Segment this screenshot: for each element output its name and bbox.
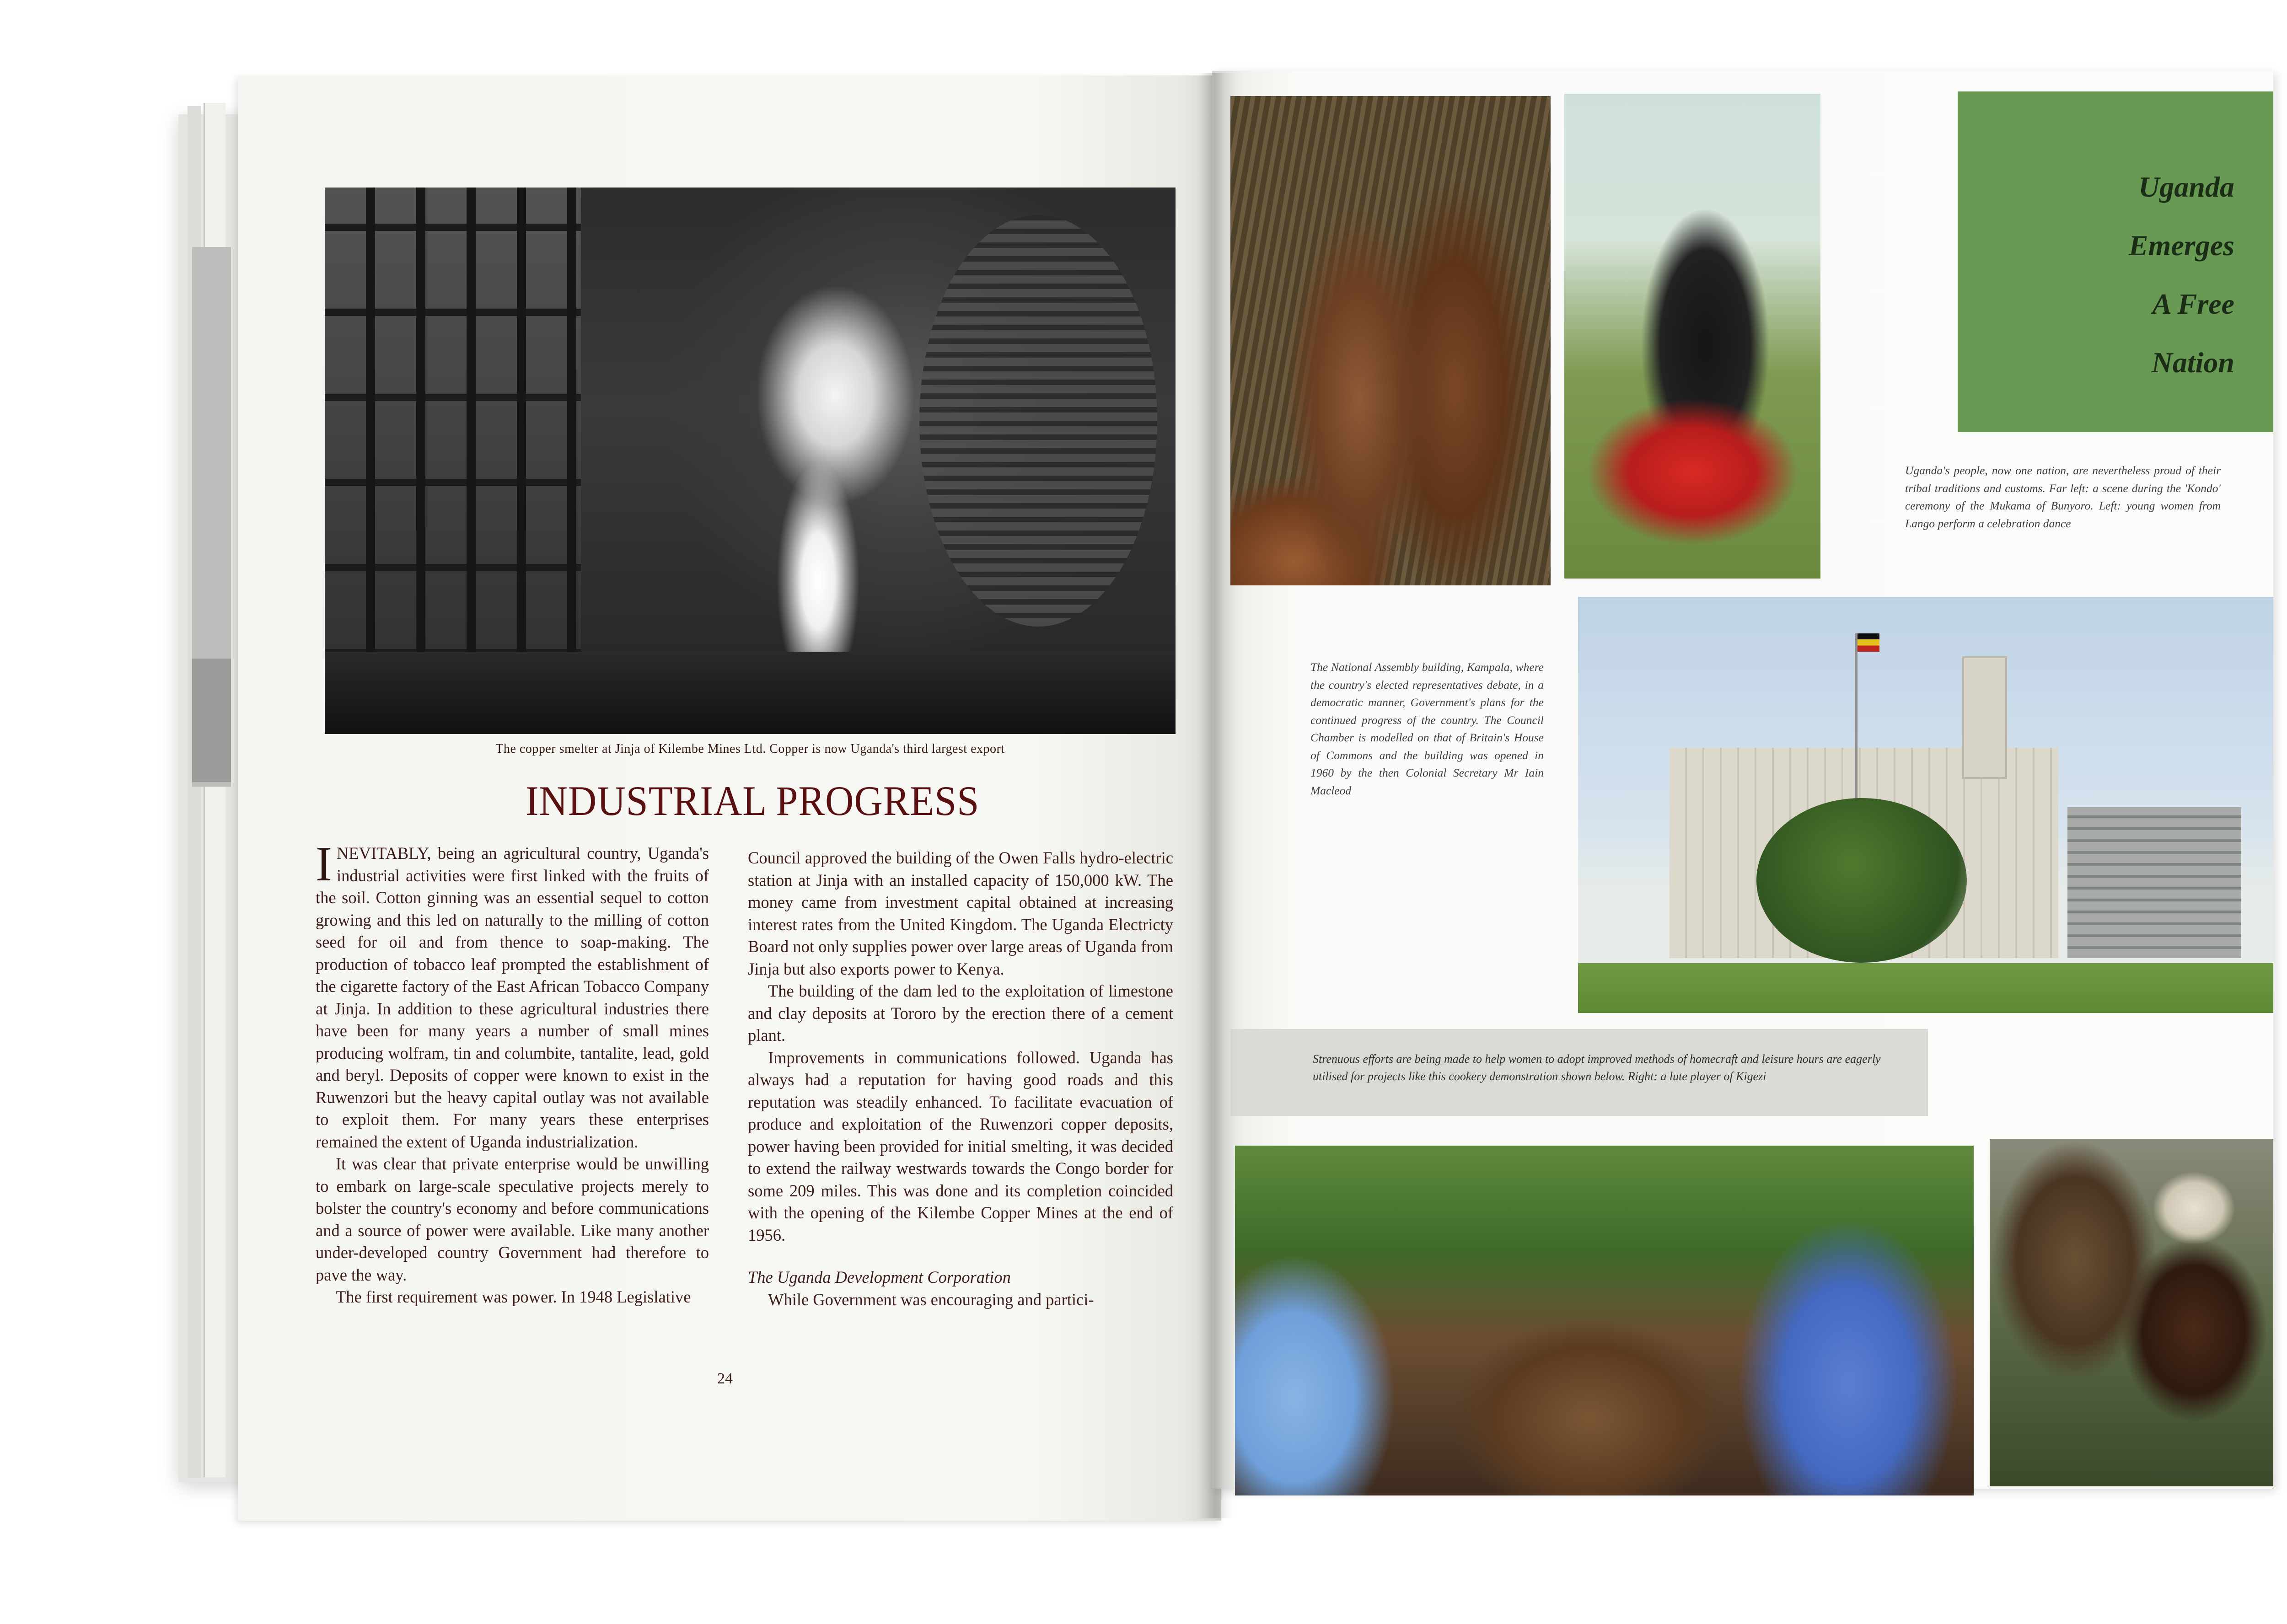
- paragraph: Improvements in communications followed. Uganda has always had a reputation for having good roads and this reputation was steadily enhanced. To facilitate evacuation of produce and exploitation of the Ruwenzori copper deposits, power having been provided for initial smelting, it was decided to extend the railway westwards towards the Congo border for some 209 miles. This was done and its completion coincided with the opening of the Kilembe Copper Mines at the end of 1956.: [748, 1048, 1173, 1244]
- lute-player-photo: [1990, 1139, 2273, 1486]
- title-line: Nation: [2151, 346, 2234, 379]
- women-caption: Strenuous efforts are being made to help women to adopt improved methods of homecraft and leisure hours are eagerly utilised for projects like this cookery demonstration shown below. Right: a lute player of Kigezi: [1313, 1052, 1881, 1083]
- flag-icon: [1858, 633, 1879, 652]
- section-title: [1958, 158, 2273, 392]
- copper-smelter-photo: [325, 188, 1176, 734]
- paragraph: The building of the dam led to the exploitation of limestone and clay deposits at Tororo by the erection there of a cement plant.: [748, 981, 1173, 1045]
- cookery-demonstration-photo: [1235, 1146, 1974, 1495]
- flagpole-detail: [1855, 633, 1858, 816]
- tree-detail: [1756, 798, 1967, 963]
- title-line: A Free: [2152, 288, 2234, 320]
- national-assembly-photo: [1578, 597, 2273, 1013]
- assembly-caption: The National Assembly building, Kampala, where the country's elected representatives debate, in a democratic manner, Government's plans for the continued progress of the country. The Council Chamber is modelled on that of Britain's House of Commons and the building was opened in 1960 by the then Colonial Secretary Mr Iain Macleod: [1310, 660, 1544, 797]
- smelter-photo-caption: The copper smelter at Jinja of Kilembe Mines Ltd. Copper is now Uganda's third largest export: [495, 742, 1005, 756]
- paragraph: While Government was encouraging and partici-: [768, 1290, 1094, 1309]
- section-subheading: The Uganda Development Corporation: [748, 1268, 1011, 1286]
- annex-building-detail: [2067, 807, 2241, 958]
- title-line: Emerges: [2128, 229, 2234, 262]
- spine-shadow: [1198, 73, 1235, 1518]
- lango-dancers-photo: [1564, 94, 1820, 579]
- paragraph: The first requirement was power. In 1948 Legislative: [336, 1287, 691, 1306]
- page-number: 24: [717, 1370, 733, 1387]
- article-column-2: [748, 847, 1173, 1311]
- paragraph-text: NEVITABLY, being an agricultural country, Uganda's industrial activities were first linked with the fruits of the soil. Cotton ginning was an essential sequel to cotton growing and this led on naturally to the milling of cotton seed for oil and from thence to soap-making. The production of tobacco leaf prompted the establishment of the cigarette factory of the East African Tobacco Company at Jinja. In addition to these agricultural industries there have been for many years a number of small mines producing wolfram, tin and columbite, tantalite, lead, gold and beryl. Deposits of copper were known to exist in the Ruwenzori but the heavy capital outlay was not available to exploit them. For many years these enterprises remained the extent of Uganda industrialization.: [316, 844, 709, 1151]
- smelter-drum-detail: [919, 215, 1157, 627]
- drop-cap: I: [316, 837, 332, 891]
- underlying-page-strip: [192, 659, 231, 782]
- kondo-ceremony-photo: [1230, 96, 1551, 585]
- floor-detail: [325, 652, 1176, 734]
- paragraph: It was clear that private enterprise would be unwilling to embark on large-scale speculative projects merely to bolster the country's economy and before communications and a source of power were available. Like many another under-developed country Government had therefore to pave the way.: [316, 1154, 709, 1284]
- title-line: Uganda: [2138, 171, 2234, 203]
- paragraph: Council approved the building of the Owen Falls hydro-electric station at Jinja with an installed capacity of 150,000 kW. The money came from investment capital obtained at increasing interest rates from the United Kingdom. The Uganda Electricty Board not only supplies power over large areas of Uganda from Jinja but also exports power to Kenya.: [748, 848, 1173, 978]
- tower-detail: [1962, 656, 2007, 779]
- article-headline: INDUSTRIAL PROGRESS: [525, 777, 980, 824]
- paragraph: [316, 837, 709, 1153]
- article-column-1: [316, 837, 709, 1308]
- people-caption: Uganda's people, now one nation, are nevertheless proud of their tribal traditions and customs. Far left: a scene during the 'Kondo' ceremony of the Mukama of Bunyoro. Left: young women from Lango perform a celebration dance: [1905, 464, 2221, 530]
